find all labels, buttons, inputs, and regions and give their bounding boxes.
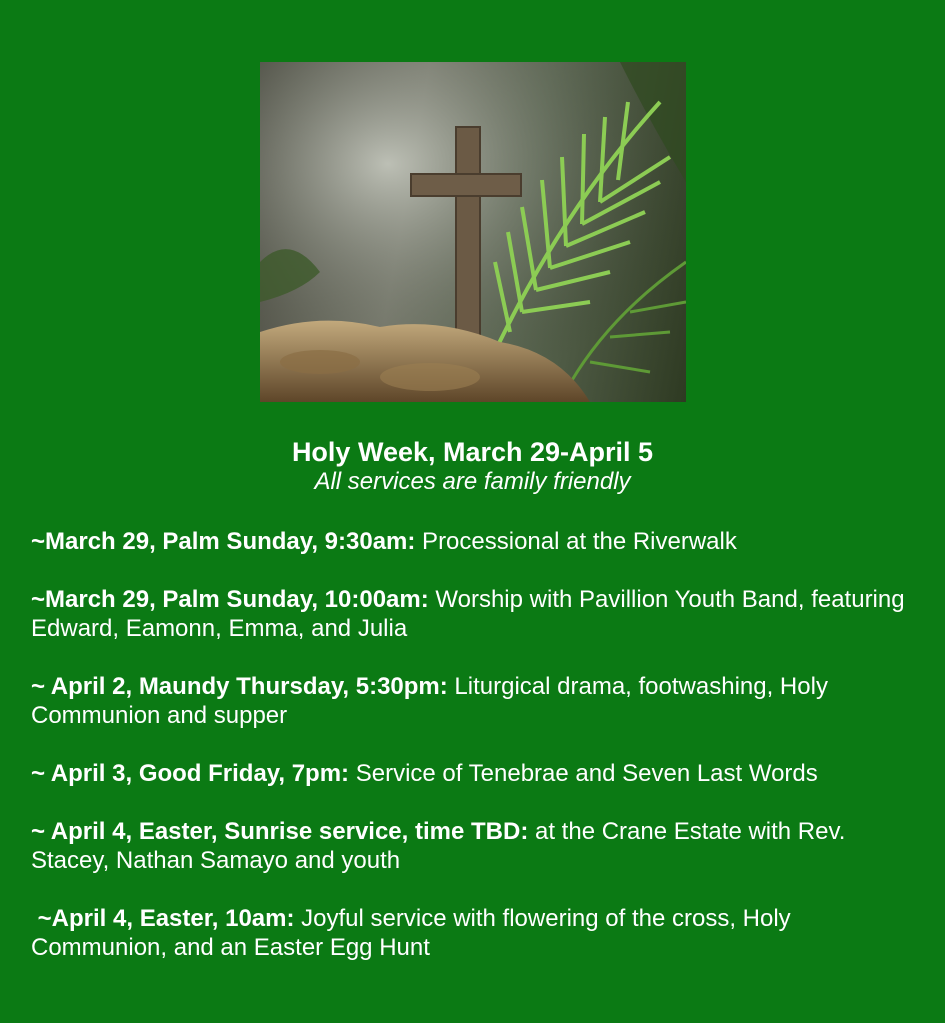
event-description: at the Crane Estate with Rev. Stacey, Nathan Samayo and youth [31, 818, 846, 874]
event-when: ~April 4, Easter, 10am: [31, 905, 295, 932]
event-item [31, 672, 921, 730]
cross-palm-image [260, 62, 686, 402]
event-item [31, 759, 921, 788]
event-description: Worship with Pavillion Youth Band, featuring Edward, Eamonn, Emma, and Julia [31, 586, 905, 642]
event-when: ~ April 4, Easter, Sunrise service, time TBD: [31, 818, 529, 845]
event-when: ~March 29, Palm Sunday, 10:00am: [31, 586, 429, 613]
cross-icon [260, 62, 686, 402]
heading [0, 436, 945, 496]
event-item [31, 585, 921, 643]
event-description: Service of Tenebrae and Seven Last Words [349, 760, 818, 787]
event-when: ~March 29, Palm Sunday, 9:30am: [31, 528, 416, 555]
page-title: Holy Week, March 29-April 5 [291, 437, 654, 467]
event-list [31, 527, 921, 991]
event-item [31, 527, 921, 556]
event-description: Liturgical drama, footwashing, Holy Communion and supper [31, 673, 828, 729]
event-when: ~ April 2, Maundy Thursday, 5:30pm: [31, 673, 448, 700]
page-subtitle: All services are family friendly [314, 468, 631, 495]
event-when: ~ April 3, Good Friday, 7pm: [31, 760, 350, 787]
event-item [31, 817, 921, 875]
event-description: Joyful service with flowering of the cross, Holy Communion, and an Easter Egg Hunt [31, 905, 791, 961]
event-description: Processional at the Riverwalk [415, 528, 737, 555]
event-item [31, 904, 921, 962]
